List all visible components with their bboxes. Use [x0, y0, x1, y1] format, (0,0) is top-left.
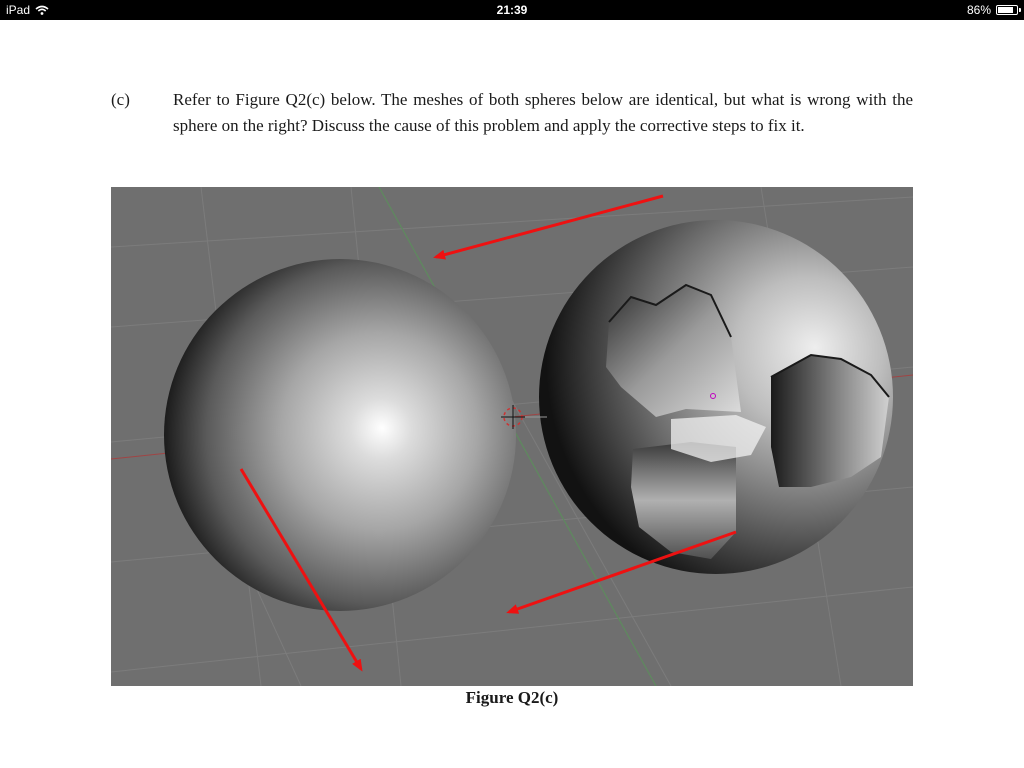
device-name: iPad — [6, 3, 31, 17]
battery-icon — [996, 5, 1018, 15]
status-time: 21:39 — [496, 3, 528, 17]
figure-q2c-image — [111, 187, 913, 686]
battery-level — [998, 7, 1013, 13]
question-block — [111, 87, 913, 139]
status-bar — [0, 0, 1024, 20]
question-text: Refer to Figure Q2(c) below. The meshes of both spheres below are identical, but what is wrong with the sphere on the right? Discuss the cause of this problem and apply the corrective steps to fix it. — [173, 90, 913, 135]
smooth-sphere — [164, 259, 516, 611]
status-right — [967, 3, 1018, 17]
viewport-render — [111, 187, 913, 686]
figure-caption: Figure Q2(c) — [465, 688, 559, 707]
faceted-sphere — [539, 220, 893, 574]
question-label: (c) — [111, 90, 130, 109]
battery-percent: 86% — [966, 3, 991, 17]
